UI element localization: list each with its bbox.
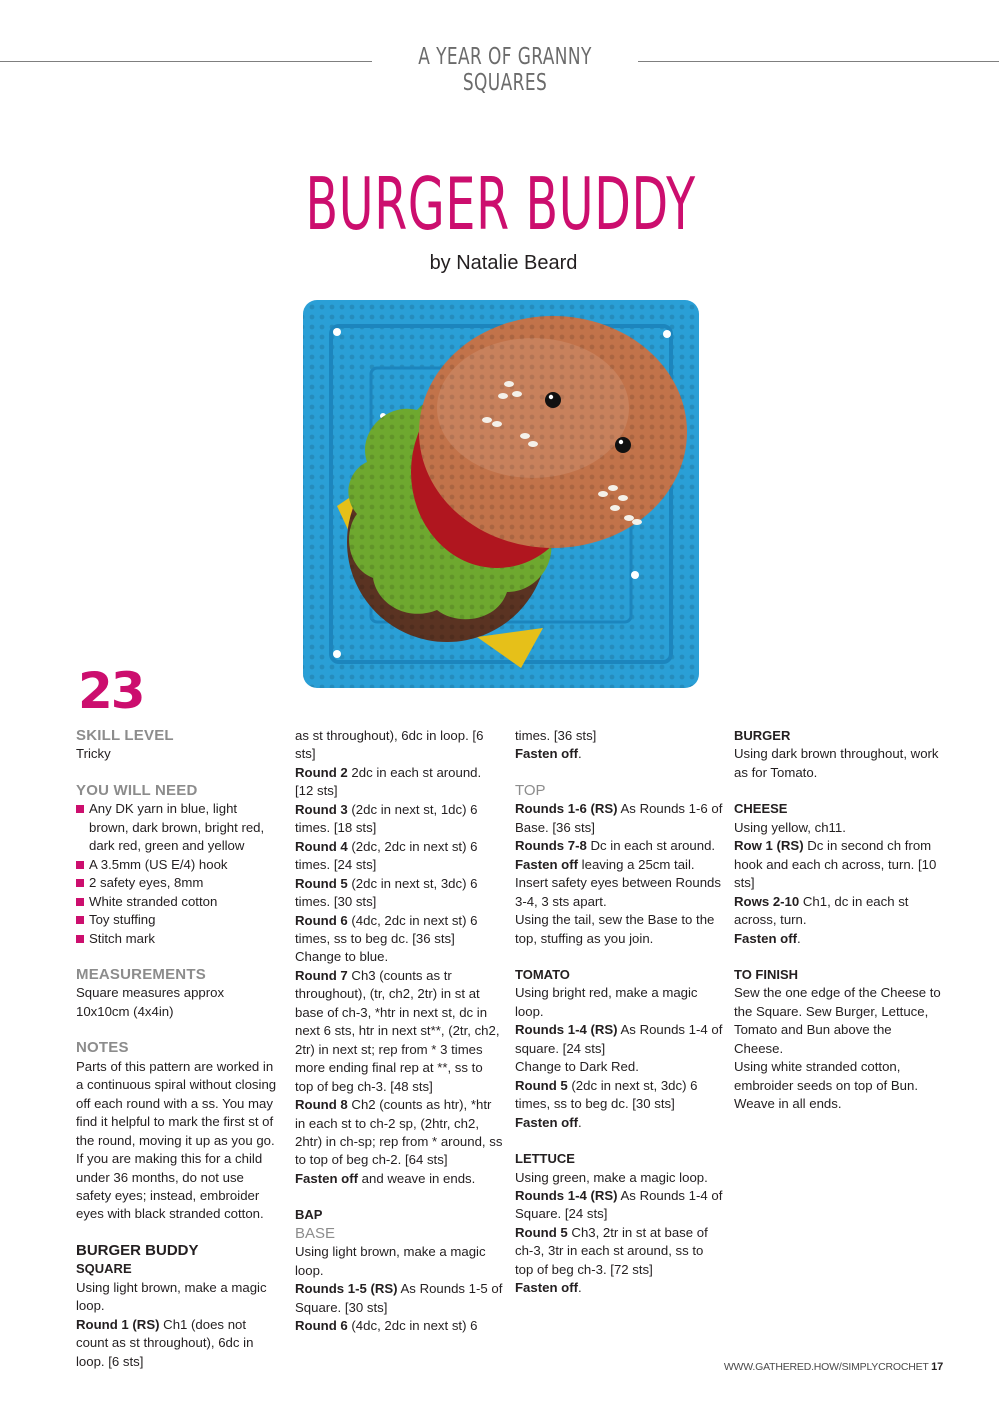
round-text: (2dc in next st, 3dc) 6 times. [30 sts] [295,875,478,910]
list-item: A 3.5mm (US E/4) hook [76,856,280,874]
round-text: Ch1 (does not count as st throughout), 6dc in loop. [6 sts] [76,1316,254,1369]
page-number: 17 [931,1361,943,1373]
subheading-lettuce: LETTUCE [515,1151,575,1167]
square-round-3 [295,801,503,838]
round-text: Dc in second ch from hook and each ch across, turn. [10 sts] [734,838,937,891]
cheese-row-1 [734,837,942,892]
column-2 [295,727,503,1336]
subheading-burger: BURGER [734,728,791,743]
column-4 [734,727,942,1114]
round-label: Round 5 [515,1077,568,1093]
tomato-intro: Using bright red, make a magic loop. [515,985,698,1019]
list-item: Toy stuffing [76,911,280,929]
top-eyes: Insert safety eyes between Rounds 3-4, 3 sts apart. [515,875,721,909]
header-rule-left [0,61,372,62]
subheading-tomato: TOMATO [515,966,570,982]
subheading-base: BASE [295,1224,336,1242]
round-label: Fasten off [515,856,579,872]
round-label: Rows 2-10 [734,893,800,909]
square-colour-change: Change to blue. [295,949,389,965]
subheading-bap: BAP [295,1207,323,1223]
square-round-6 [295,912,503,949]
square-round-4 [295,838,503,875]
round-text: As Rounds 1-4 of square. [24 sts] [515,1022,723,1056]
column-1 [76,727,280,1371]
round-text: Ch1, dc in each st across, turn. [734,893,909,928]
base-round-6-cont: times. [36 sts] [515,728,597,743]
base-rounds-1-5 [295,1280,503,1317]
footer-url: WWW.GATHERED.HOW/SIMPLYCROCHET [723,1361,929,1373]
round-label: Fasten off [734,930,798,946]
cheese-intro: Using yellow, ch11. [734,819,846,835]
skill-heading: SKILL LEVEL [76,727,174,744]
lettuce-intro: Using green, make a magic loop. [515,1169,708,1185]
round-text: . [578,746,582,762]
round-text: 2dc in each st around. [12 sts] [295,764,482,799]
top-sew: Using the tail, sew the Base to the top, stuffing as you join. [515,912,715,946]
square-intro: Using light brown, make a magic loop. [76,1279,267,1314]
round-text: (2dc in next st, 1dc) 6 times. [18 sts] [295,801,478,836]
round-text: (2dc in next st, 3dc) 6 times, ss to beg dc. [30 sts] [515,1077,698,1112]
measurements-text: Square measures approx 10x10cm (4x4in) [76,985,225,1019]
base-fasten-off [515,745,723,763]
round-text: and weave in ends. [358,1170,476,1186]
square-round-1-cont: as st throughout), 6dc in loop. [6 sts] [295,728,484,762]
round-label: Rounds 1-4 (RS) [515,1022,618,1038]
section-heading-burger-buddy: BURGER BUDDY [76,1241,199,1259]
subheading-to-finish: TO FINISH [734,966,799,982]
running-header: A YEAR OF GRANNY SQUARES [418,44,592,96]
round-label: Round 7 [295,967,348,983]
round-text: As Rounds 1-4 of Square. [24 sts] [515,1187,723,1222]
round-label: Fasten off [515,746,579,762]
round-text: As Rounds 1-6 of Base. [36 sts] [515,801,723,835]
round-label: Round 6 [295,912,348,928]
list-item: 2 safety eyes, 8mm [76,874,280,892]
finish-paragraph-1: Sew the one edge of the Cheese to the Square. Sew Burger, Lettuce, Tomato and Bun above the Cheese. [734,985,941,1056]
tomato-fasten-off [515,1114,723,1132]
round-label: Round 1 (RS) [76,1316,160,1332]
square-round-1-start [76,1316,280,1371]
subheading-top: TOP [515,781,546,799]
square-round-7 [295,967,503,1096]
notes-text: Parts of this pattern are worked in a continuous spiral without closing off each round with a ss. You may find it helpful to mark the first st of the round, moving it up as you go. If you are making this for a child under 36 months, do not use safety eyes; instead, embroider eyes with black stranded cotton. [76,1058,277,1222]
top-rounds-7-8 [515,837,723,855]
top-rounds-1-6 [515,800,723,837]
round-text: As Rounds 1-5 of Square. [30 sts] [295,1281,503,1315]
round-text: Dc in each st around. [586,838,716,854]
subheading-cheese: CHEESE [734,801,788,817]
round-label: Round 5 [515,1224,568,1240]
square-round-8 [295,1096,503,1170]
lettuce-round-5 [515,1224,723,1279]
round-text: (2dc, 2dc in next st) 6 times. [24 sts] [295,838,478,873]
needs-heading: YOU WILL NEED [76,781,198,799]
round-label: Round 5 [295,875,348,891]
burger-text: Using dark brown throughout, work as for Tomato. [734,746,939,780]
round-label: Rounds 1-4 (RS) [515,1187,618,1203]
cheese-fasten-off [734,930,942,948]
round-label: Round 2 [295,764,348,780]
round-label: Rounds 7-8 [515,838,587,854]
lettuce-rounds-1-4 [515,1187,723,1224]
column-3 [515,727,723,1298]
round-label: Fasten off [515,1114,579,1130]
cheese-rows-2-10 [734,893,942,930]
round-label: Rounds 1-5 (RS) [295,1281,398,1297]
measurements-heading: MEASUREMENTS [76,965,206,983]
burger-buddy-photo [297,292,717,694]
square-round-5 [295,875,503,912]
list-item: Stitch mark [76,930,280,948]
round-text: leaving a 25cm tail. [578,856,695,872]
round-label: Round 8 [295,1097,348,1113]
page-title: BURGER BUDDY [305,162,696,246]
base-round-6-start: Round 6 (4dc, 2dc in next st) 6 [295,1318,478,1334]
round-label: Fasten off [295,1170,359,1186]
round-text: . [578,1280,582,1296]
round-label: Round 3 [295,801,348,817]
round-label: Rounds 1-6 (RS) [515,801,618,817]
page-footer [724,1361,943,1373]
author-byline: by Natalie Beard [429,252,578,274]
round-label: Round 4 [295,838,348,854]
round-text: Ch3 (counts as tr throughout), (tr, ch2, 2tr) in st at base of ch-3, *htr in next st, dc in next 6 sts, htr in next st**, (2tr, ch2, 2tr) in next st; rep from * 3 times more ending final rep at **, ss to top of beg ch-3. [48 sts] [295,967,500,1094]
round-label: Round 6 [295,1318,348,1334]
tomato-rounds-1-4 [515,1021,723,1058]
round-label: Fasten off [515,1280,579,1296]
square-fasten-off [295,1170,503,1188]
base-intro: Using light brown, make a magic loop. [295,1244,486,1278]
round-text: . [578,1114,582,1130]
notes-heading: NOTES [76,1039,129,1057]
round-text: Ch3, 2tr in st at base of ch-3, 3tr in each st around, ss to top of beg ch-3. [72 sts] [515,1224,708,1277]
round-label: Row 1 (RS) [734,838,804,854]
square-round-2 [295,764,503,801]
safety-eye-left [545,392,561,408]
skill-value: Tricky [76,746,111,762]
lettuce-fasten-off [515,1279,723,1297]
pattern-number: 23 [78,662,144,720]
list-item: White stranded cotton [76,893,280,911]
tomato-colour-change: Change to Dark Red. [515,1059,639,1075]
header-rule-right [638,61,999,62]
round-text: . [797,930,801,946]
safety-eye-right [615,437,631,453]
tomato-round-5 [515,1077,723,1114]
needs-list [76,800,280,948]
round-text: Ch2 (counts as htr), *htr in each st to ch-2 sp, (2htr, ch2, 2htr) in ch-sp; rep from * around, ss to top of beg ch-2. [64 sts] [295,1097,503,1168]
list-item: Any DK yarn in blue, light brown, dark brown, bright red, dark red, green and yellow [76,800,280,855]
finish-paragraph-2: Using white stranded cotton, embroider seeds on top of Bun. Weave in all ends. [734,1059,919,1112]
top-fasten-off [515,856,723,874]
subheading-square: SQUARE [76,1261,132,1277]
round-text: (4dc, 2dc in next st) 6 times, ss to beg dc. [36 sts] [295,912,478,946]
